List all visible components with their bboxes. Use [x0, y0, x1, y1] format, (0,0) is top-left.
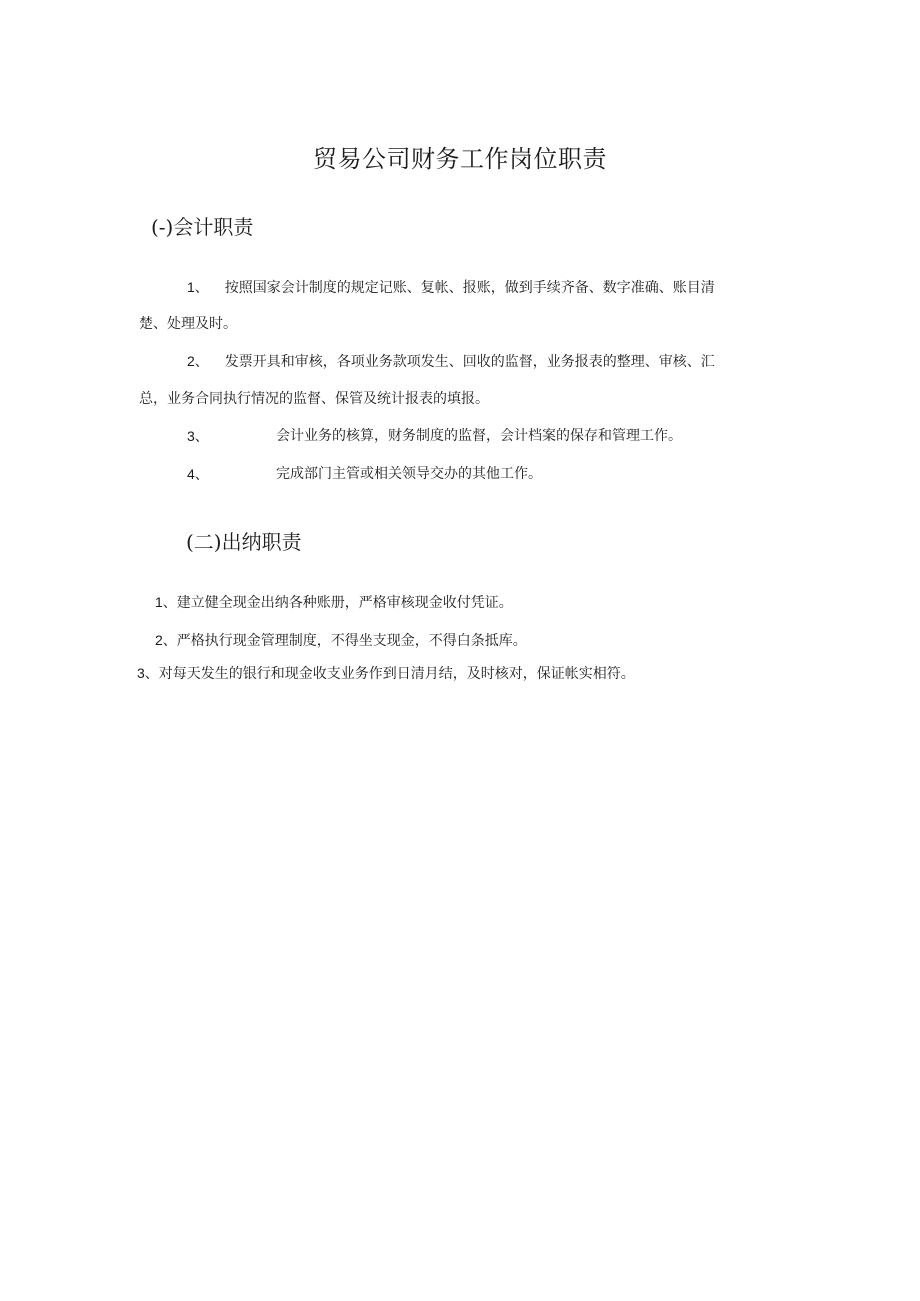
section-heading-accounting: (-)会计职责 — [151, 215, 254, 239]
item-number: 2、 — [155, 632, 177, 648]
item-text: 建立健全现金出纳各种账册，严格审核现金收付凭证。 — [176, 595, 513, 611]
document-title: 贸易公司财务工作岗位职责 — [313, 145, 607, 173]
item-text: 按照国家会计制度的规定记账、复帐、报账，做到手续齐备、数字准确、账目清 — [224, 280, 715, 296]
item-number: 1、 — [187, 279, 209, 295]
item-text: 发票开具和审核，各项业务款项发生、回收的监督，业务报表的整理、审核、汇 — [224, 354, 715, 370]
cashier-item-2 — [155, 630, 527, 651]
cashier-item-3 — [137, 663, 635, 684]
accounting-item-2-continued: 总，业务合同执行情况的监督、保管及统计报表的填报。 — [139, 391, 489, 407]
accounting-item-1 — [187, 277, 715, 298]
item-number: 1、 — [155, 594, 177, 610]
accounting-item-3-text: 会计业务的核算，财务制度的监督，会计档案的保存和管理工作。 — [276, 428, 682, 444]
item-text: 严格执行现金管理制度，不得坐支现金，不得白条抵库。 — [176, 633, 527, 649]
accounting-item-4-number: 4、 — [187, 466, 209, 482]
section-heading-cashier: (二)出纳职责 — [186, 530, 302, 554]
cashier-item-1 — [155, 592, 513, 613]
accounting-item-4-text: 完成部门主管或相关领导交办的其他工作。 — [276, 466, 542, 482]
accounting-item-3-number: 3、 — [187, 428, 209, 444]
item-text: 对每天发生的银行和现金收支业务作到日清月结，及时核对，保证帐实相符。 — [158, 666, 635, 682]
item-number: 3、 — [137, 665, 159, 681]
accounting-item-1-continued: 楚、处理及时。 — [139, 316, 237, 332]
accounting-item-2 — [187, 351, 715, 372]
item-number: 2、 — [187, 353, 209, 369]
